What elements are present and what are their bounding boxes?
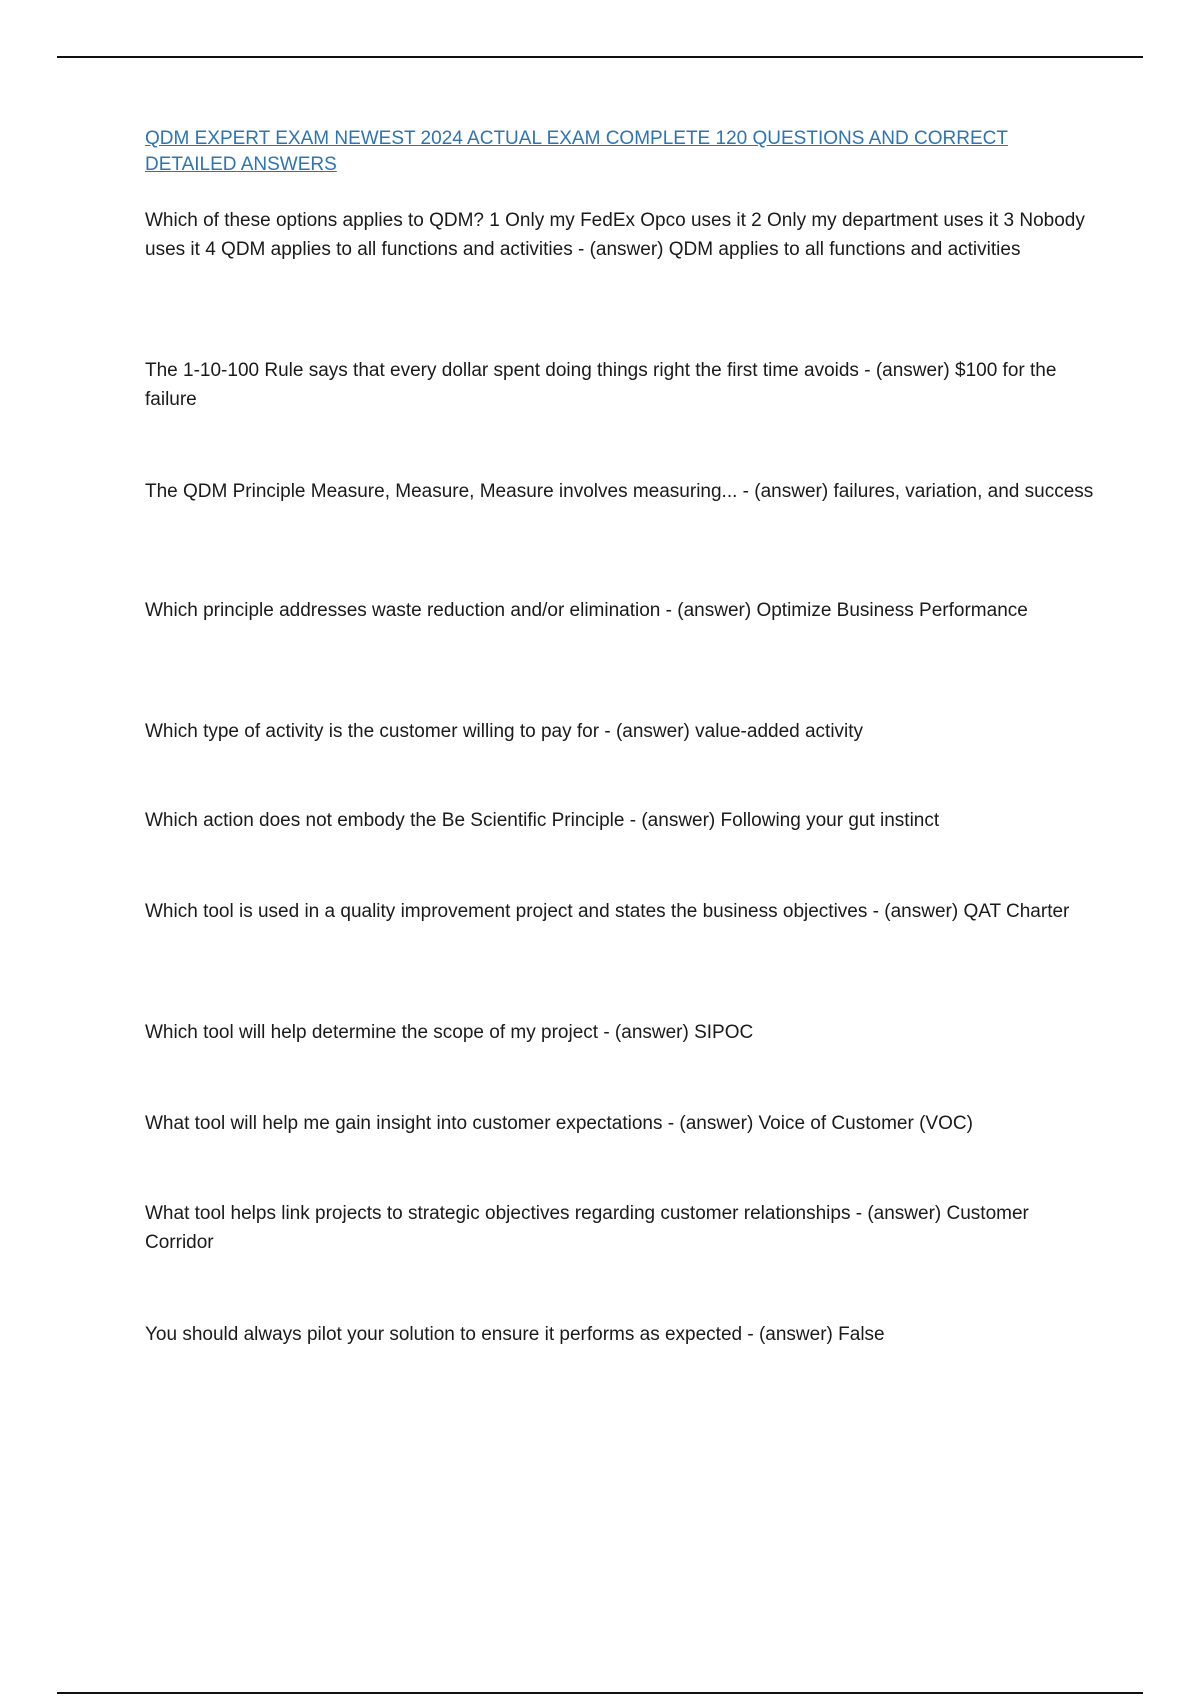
qa-item-7: Which tool is used in a quality improvement project and states the business objectives - (answer) QAT Charter (145, 901, 1070, 922)
qa-item-5: Which type of activity is the customer willing to pay for - (answer) value-added activity (145, 721, 864, 742)
footer-rule (57, 1692, 1143, 1694)
qa-item-6: Which action does not embody the Be Scientific Principle - (answer) Following your gut instinct (145, 810, 940, 831)
qa-item-1: Which of these options applies to QDM? 1 Only my FedEx Opco uses it 2 Only my department uses it 3 Nobody uses it 4 QDM applies to all functions and activities - (answer) QDM applies to all functions and activities (145, 210, 1085, 260)
document-title-link[interactable]: QDM EXPERT EXAM NEWEST 2024 ACTUAL EXAM COMPLETE 120 QUESTIONS AND CORRECT DETAILED ANSWERS (145, 128, 1008, 175)
qa-item-8: Which tool will help determine the scope of my project - (answer) SIPOC (145, 1022, 754, 1043)
qa-item-2: The 1-10-100 Rule says that every dollar spent doing things right the first time avoids - (answer) $100 for the failure (145, 360, 1057, 410)
qa-item-11: You should always pilot your solution to ensure it performs as expected - (answer) False (145, 1324, 885, 1345)
qa-item-4: Which principle addresses waste reduction and/or elimination - (answer) Optimize Business Performance (145, 600, 1028, 621)
qa-item-9: What tool will help me gain insight into customer expectations - (answer) Voice of Customer (VOC) (145, 1113, 973, 1134)
qa-item-3: The QDM Principle Measure, Measure, Measure involves measuring... - (answer) failures, variation, and success (145, 481, 1094, 502)
qa-item-10: What tool helps link projects to strategic objectives regarding customer relationships - (answer) Customer Corridor (145, 1203, 1029, 1253)
header-rule (57, 56, 1143, 58)
